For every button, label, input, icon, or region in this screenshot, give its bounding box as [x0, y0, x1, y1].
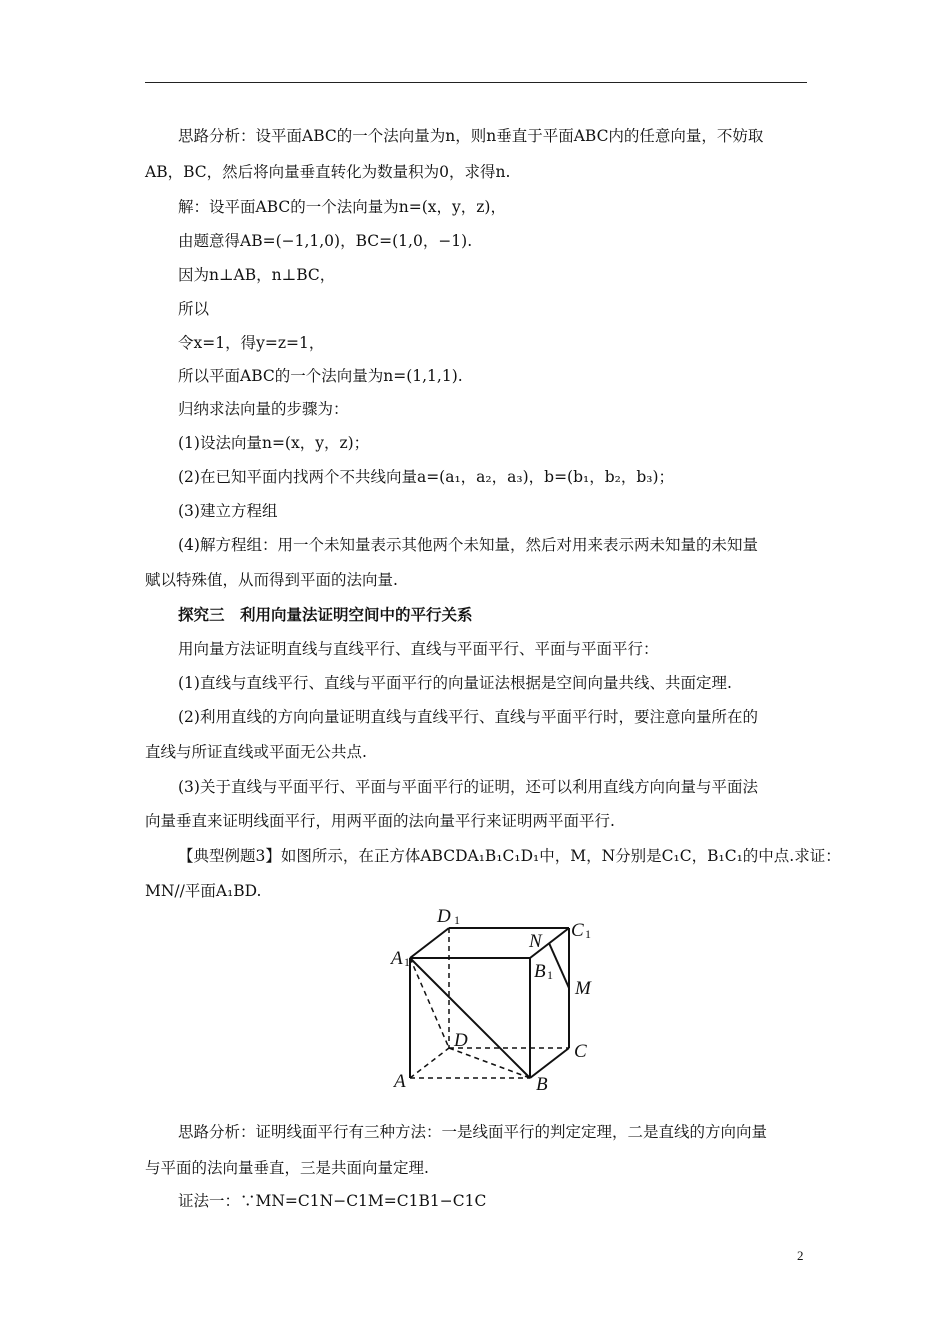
step-4-line-2: 赋以特殊值，从而得到平面的法向量. — [145, 571, 398, 589]
proof-line-1: 证法一：∵MN=C1N−C1M=C1B1−C1C — [178, 1192, 487, 1210]
solution-line-3: 因为n⊥AB，n⊥BC， — [178, 266, 336, 284]
solution-line-6: 所以平面ABC的一个法向量为n=(1,1,1). — [178, 367, 463, 385]
label-C1-sub: 1 — [585, 927, 591, 941]
solution-line-4: 所以 — [178, 300, 210, 318]
analysis-line-2: AB，BC，然后将向量垂直转化为数量积为0，求得n. — [145, 163, 511, 181]
example-line-1: 【典型例题3】如图所示，在正方体ABCDA₁B₁C₁D₁中，M，N分别是C₁C，B₁C₁的中点.求证： — [178, 847, 841, 865]
analysis2-line-2: 与平面的法向量垂直，三是共面向量定理. — [145, 1159, 429, 1177]
label-D: D — [454, 1030, 468, 1051]
page-number: 2 — [797, 1248, 804, 1263]
step-4-line-1: (4)解方程组：用一个未知量表示其他两个未知量，然后对用来表示两未知量的未知量 — [178, 536, 758, 554]
section-point-1: (1)直线与直线平行、直线与平面平行的向量证法根据是空间向量共线、共面定理. — [178, 674, 732, 692]
solution-line-1: 解：设平面ABC的一个法向量为n=(x，y，z)， — [178, 198, 506, 216]
example-line-2: MN//平面A₁BD. — [145, 882, 262, 900]
label-D1: D — [437, 906, 451, 927]
label-D1-sub: 1 — [454, 913, 460, 927]
analysis2-line-1: 思路分析：证明线面平行有三种方法：一是线面平行的判定定理，二是直线的方向向量 — [178, 1123, 768, 1141]
label-A1: A — [391, 948, 403, 969]
section-point-2-line-1: (2)利用直线的方向向量证明直线与直线平行、直线与平面平行时，要注意向量所在的 — [178, 708, 758, 726]
label-A: A — [394, 1071, 406, 1092]
section-point-3-line-2: 向量垂直来证明线面平行，用两平面的法向量平行来证明两平面平行. — [145, 812, 615, 830]
section-intro: 用向量方法证明直线与直线平行、直线与平面平行、平面与平面平行： — [178, 640, 659, 658]
label-B1: B — [534, 961, 546, 982]
label-A1-sub: 1 — [404, 955, 410, 969]
label-B: B — [536, 1074, 548, 1095]
step-1: (1)设法向量n=(x，y，z)； — [178, 434, 370, 452]
label-C: C — [574, 1041, 587, 1062]
solution-line-5: 令x=1，得y=z=1， — [178, 334, 325, 352]
step-2: (2)在已知平面内找两个不共线向量a=(a₁，a₂，a₃)，b=(b₁，b₂，b₃)； — [178, 468, 675, 486]
step-3: (3)建立方程组 — [178, 502, 278, 520]
solution-line-2: 由题意得AB=(−1,1,0)，BC=(1,0，−1). — [178, 232, 473, 250]
section-point-2-line-2: 直线与所证直线或平面无公共点. — [145, 743, 367, 761]
label-B1-sub: 1 — [547, 968, 553, 982]
section-heading: 探究三 利用向量法证明空间中的平行关系 — [178, 605, 473, 624]
label-N: N — [529, 931, 542, 952]
steps-heading: 归纳求法向量的步骤为： — [178, 400, 349, 418]
label-M: M — [575, 978, 591, 999]
analysis-line-1: 思路分析：设平面ABC的一个法向量为n，则n垂直于平面ABC内的任意向量，不妨取 — [178, 127, 764, 145]
label-C1: C — [571, 920, 584, 941]
cube-figure — [383, 902, 605, 1096]
header-rule — [145, 82, 807, 83]
section-point-3-line-1: (3)关于直线与平面平行、平面与平面平行的证明，还可以利用直线方向向量与平面法 — [178, 778, 758, 796]
